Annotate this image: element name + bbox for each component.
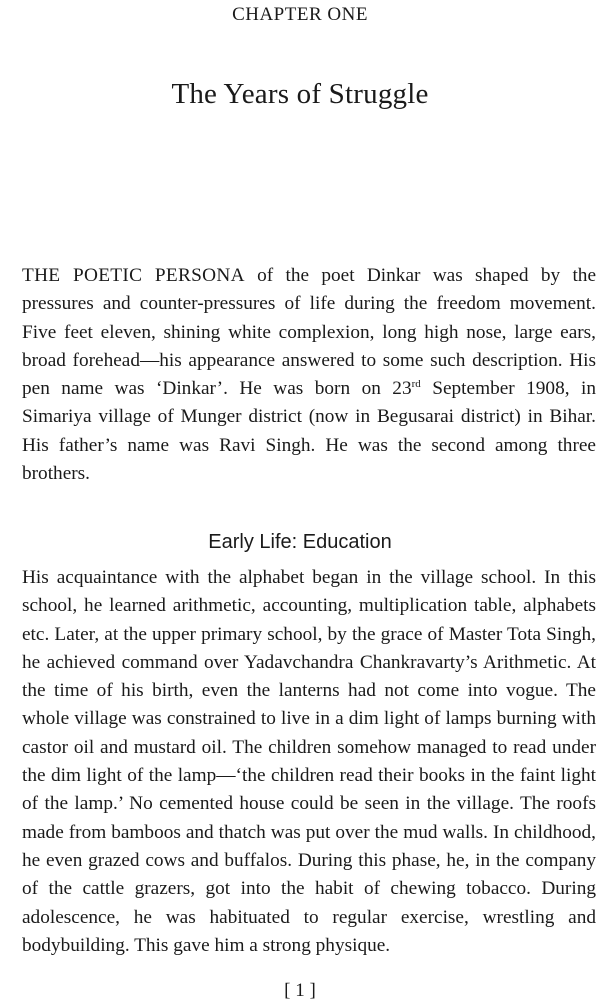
chapter-label: CHAPTER ONE [232, 4, 368, 25]
intro-text-part2: September 1908, in Simariya village of Munger district (now in Begusarai district) in Bihar. His father’s name was Ravi Singh. He was the second among three brothers. [22, 378, 596, 485]
page-number: [ 1 ] [284, 980, 316, 1001]
section-heading: Early Life: Education [208, 531, 392, 553]
section-paragraph: His acquaintance with the alphabet began in the village school. In this school, he learned arithmetic, accounting, multiplication table, alphabets etc. Later, at the upper primary school, by the grace of Master Tota Singh, he achieved command over Yadavchandra Chankravarty’s Arithmetic. At the time of his birth, even the lanterns had not come into vogue. The whole village was constrained to live in a dim light of lamps burning with castor oil and mustard oil. The children somehow managed to read under the dim light of the lamp—‘the children read their books in the faint light of the lamp.’ No cemented house could be seen in the village. The roofs made from bamboos and thatch was put over the mud walls. In childhood, he even grazed cows and buffalos. During this phase, he, in the company of the cattle grazers, got into the habit of chewing tobacco. During adolescence, he was habituated to regular exercise, wrestling and bodybuilding. This gave him a strong physique. [22, 567, 596, 956]
ordinal-superscript: rd [411, 378, 421, 391]
intro-paragraph [22, 262, 596, 488]
intro-text-part1: of the poet Dinkar was shaped by the pressures and counter-pressures of life during the freedom movement. Five feet eleven, shining white complexion, long high nose, large ears, broad forehead—his appearance answered to some such description. His pen name was ‘Dinkar’. He was born on 23 [22, 265, 596, 400]
intro-lead-in: THE POETIC PERSONA [22, 265, 245, 286]
chapter-title: The Years of Struggle [171, 78, 429, 110]
